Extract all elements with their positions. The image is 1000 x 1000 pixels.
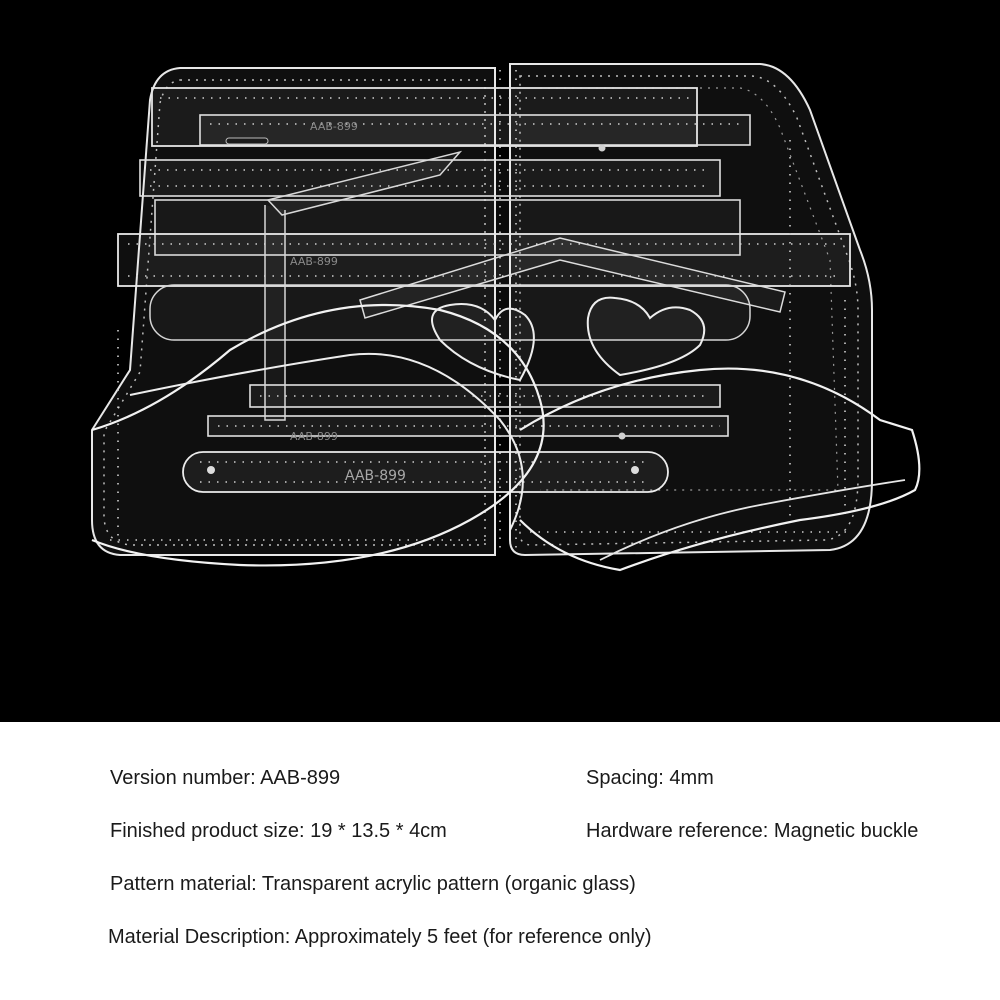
engraved-code-1: AAB-899 [290,255,338,268]
specs-panel [0,722,1000,1000]
engraved-code-3: AAB-899 [345,468,406,484]
engraved-code-4: AAB-899 [310,120,358,133]
engraved-code-2: AAB-899 [290,430,338,443]
spec-spacing: Spacing: 4mm [586,767,714,789]
spec-hardware: Hardware reference: Magnetic buckle [586,820,919,842]
rounded-strap-template [183,452,668,492]
spec-size: Finished product size: 19 * 13.5 * 4cm [110,820,447,842]
spec-material: Pattern material: Transparent acrylic pattern (organic glass) [110,873,636,895]
spec-version: Version number: AAB-899 [110,767,341,789]
spec-description: Material Description: Approximately 5 feet (for reference only) [108,926,652,948]
